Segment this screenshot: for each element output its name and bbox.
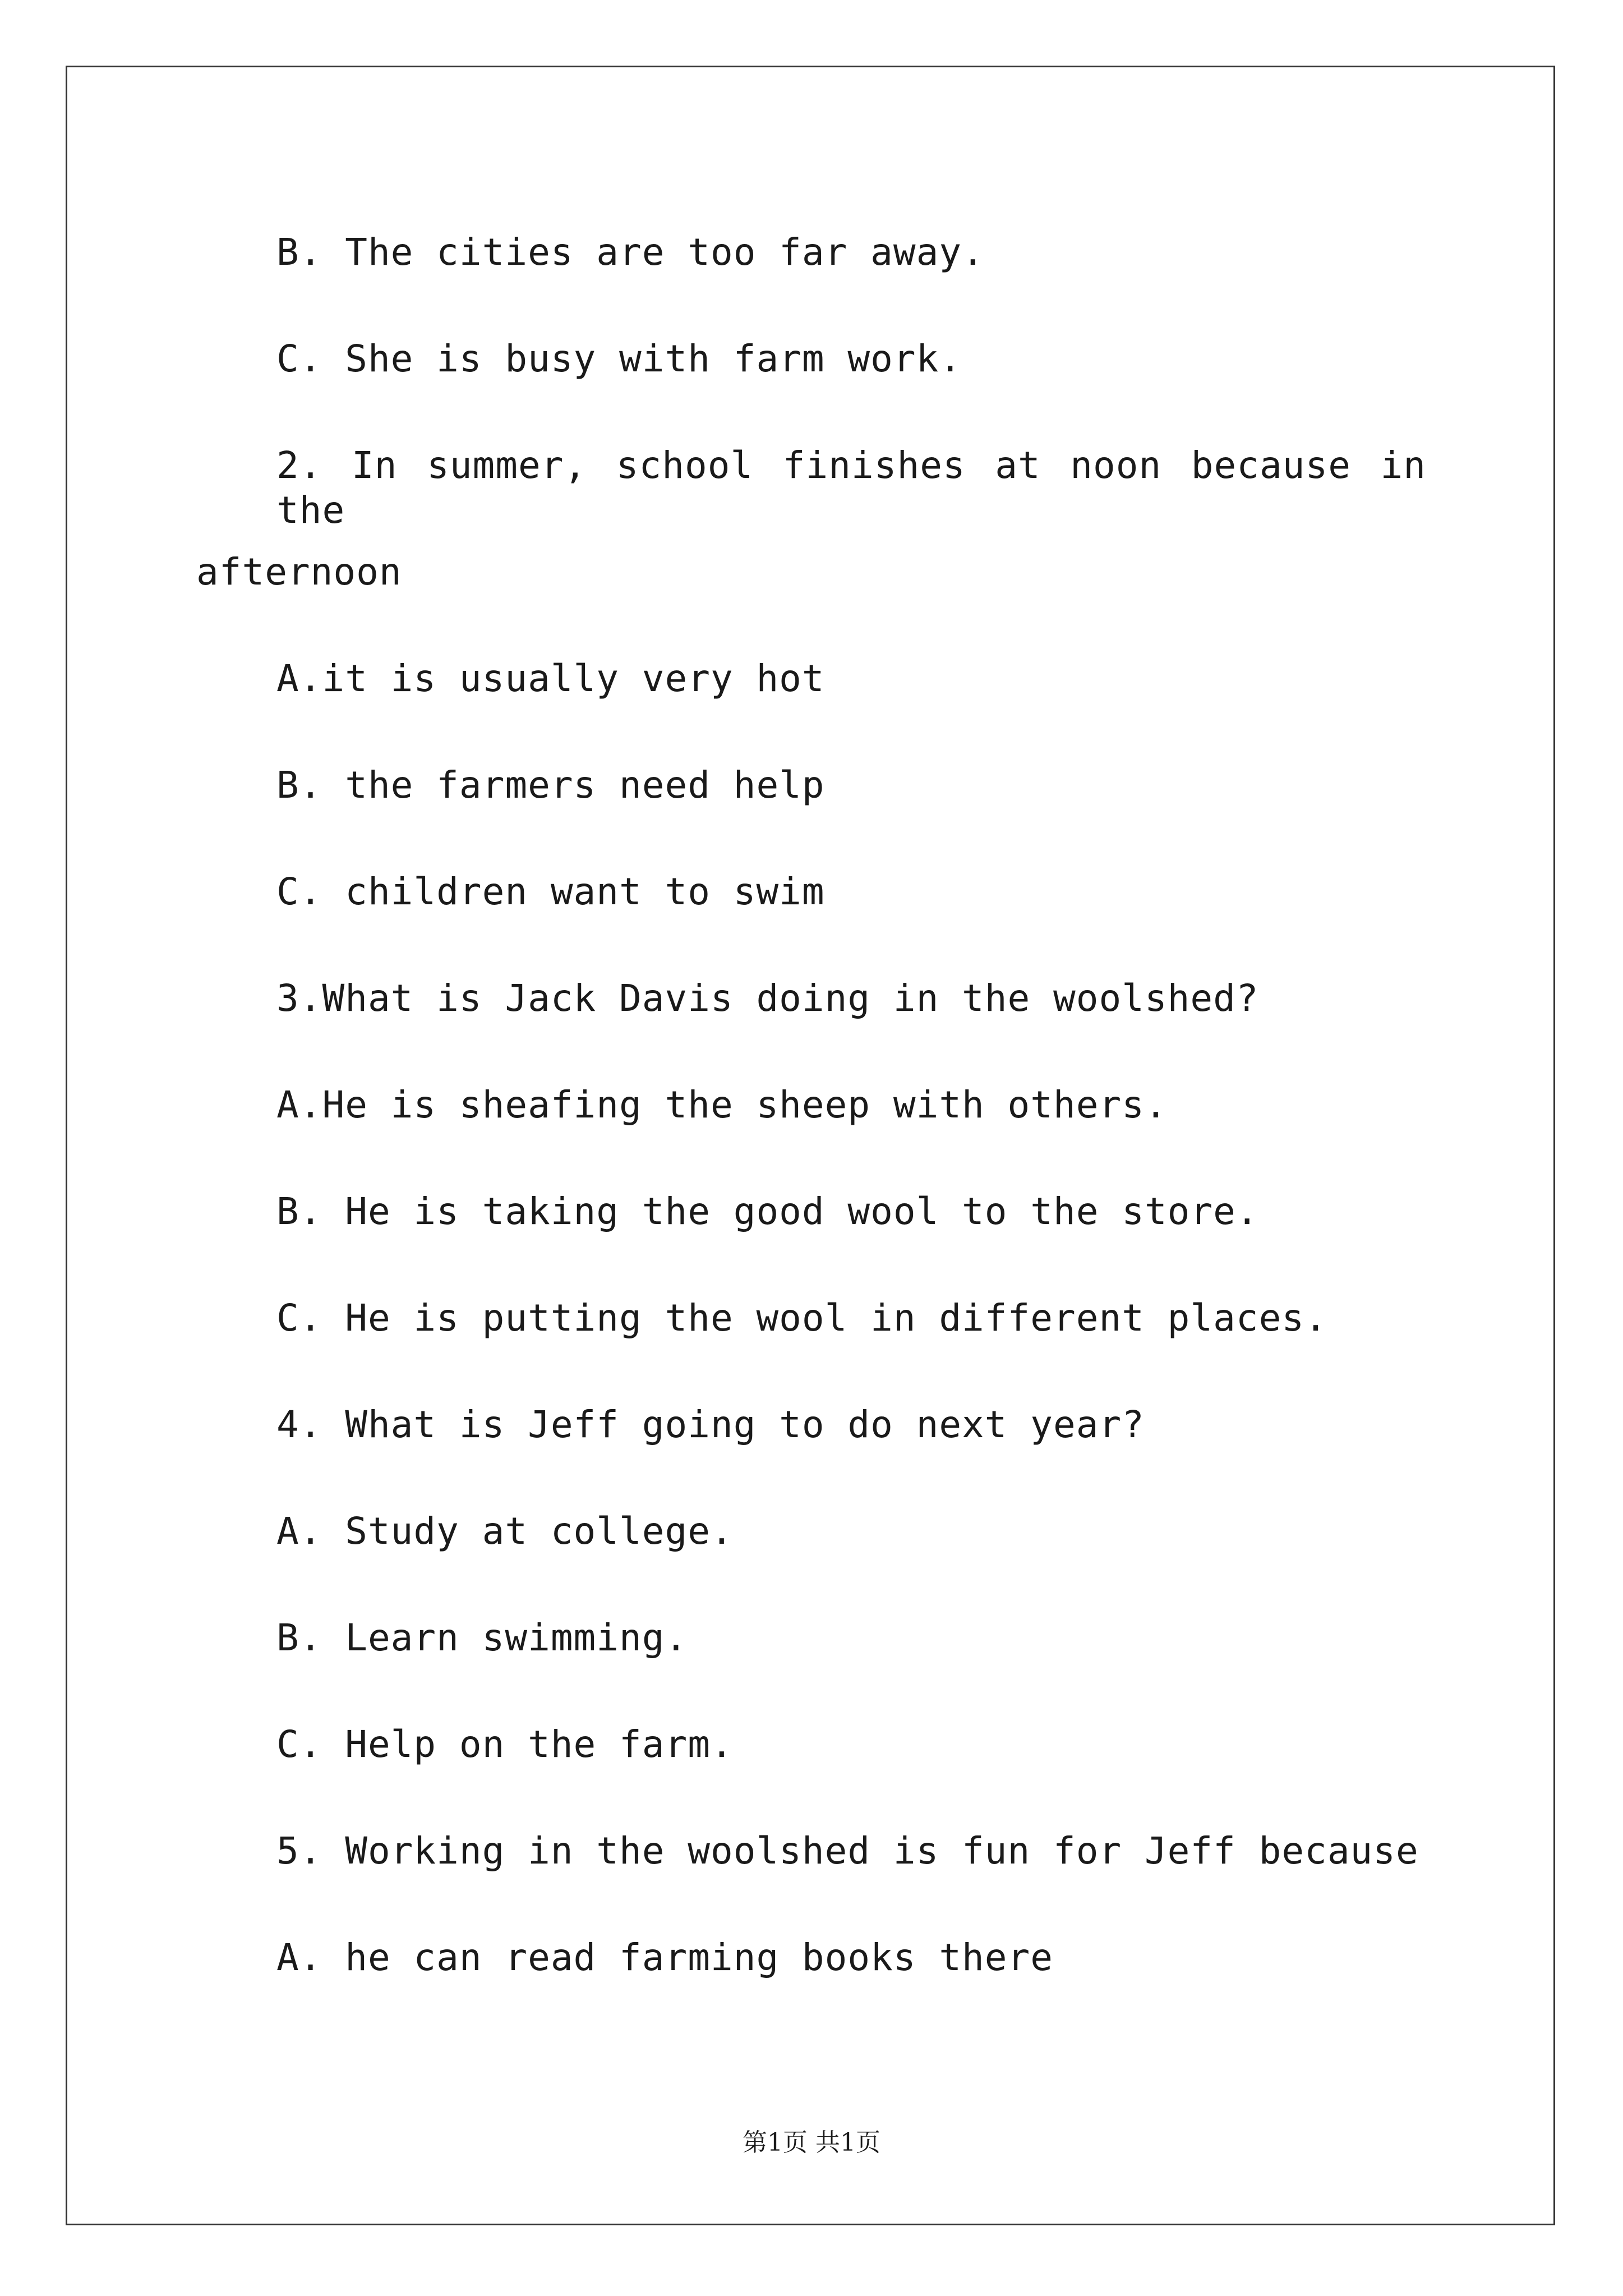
option-line: A.He is sheafing the sheep with others. — [276, 1083, 1168, 1126]
option-line: B. The cities are too far away. — [276, 231, 985, 274]
option-line: C. He is putting the wool in different places. — [276, 1296, 1327, 1340]
question-line: 2. In summer, school finishes at noon because in the — [276, 444, 1426, 532]
option-line: A. he can read farming books there — [276, 1936, 1054, 1979]
option-line: B. the farmers need help — [276, 763, 825, 807]
question-line: 5. Working in the woolshed is fun for Jeff because — [276, 1829, 1419, 1872]
option-line: C. children want to swim — [276, 870, 825, 913]
option-line: B. Learn swimming. — [276, 1616, 688, 1659]
page-footer: 第1页 共1页 — [743, 2128, 880, 2157]
option-line: C. Help on the farm. — [276, 1723, 734, 1766]
question-line: 4. What is Jeff going to do next year? — [276, 1403, 1145, 1446]
option-line: C. She is busy with farm work. — [276, 337, 962, 380]
option-line: A. Study at college. — [276, 1510, 734, 1553]
option-line: B. He is taking the good wool to the store. — [276, 1190, 1259, 1233]
option-line: A.it is usually very hot — [276, 657, 825, 700]
page-border — [66, 66, 1555, 2225]
question-line: 3.What is Jack Davis doing in the woolshed? — [276, 977, 1259, 1020]
question-continuation-line: afternoon — [196, 550, 402, 593]
